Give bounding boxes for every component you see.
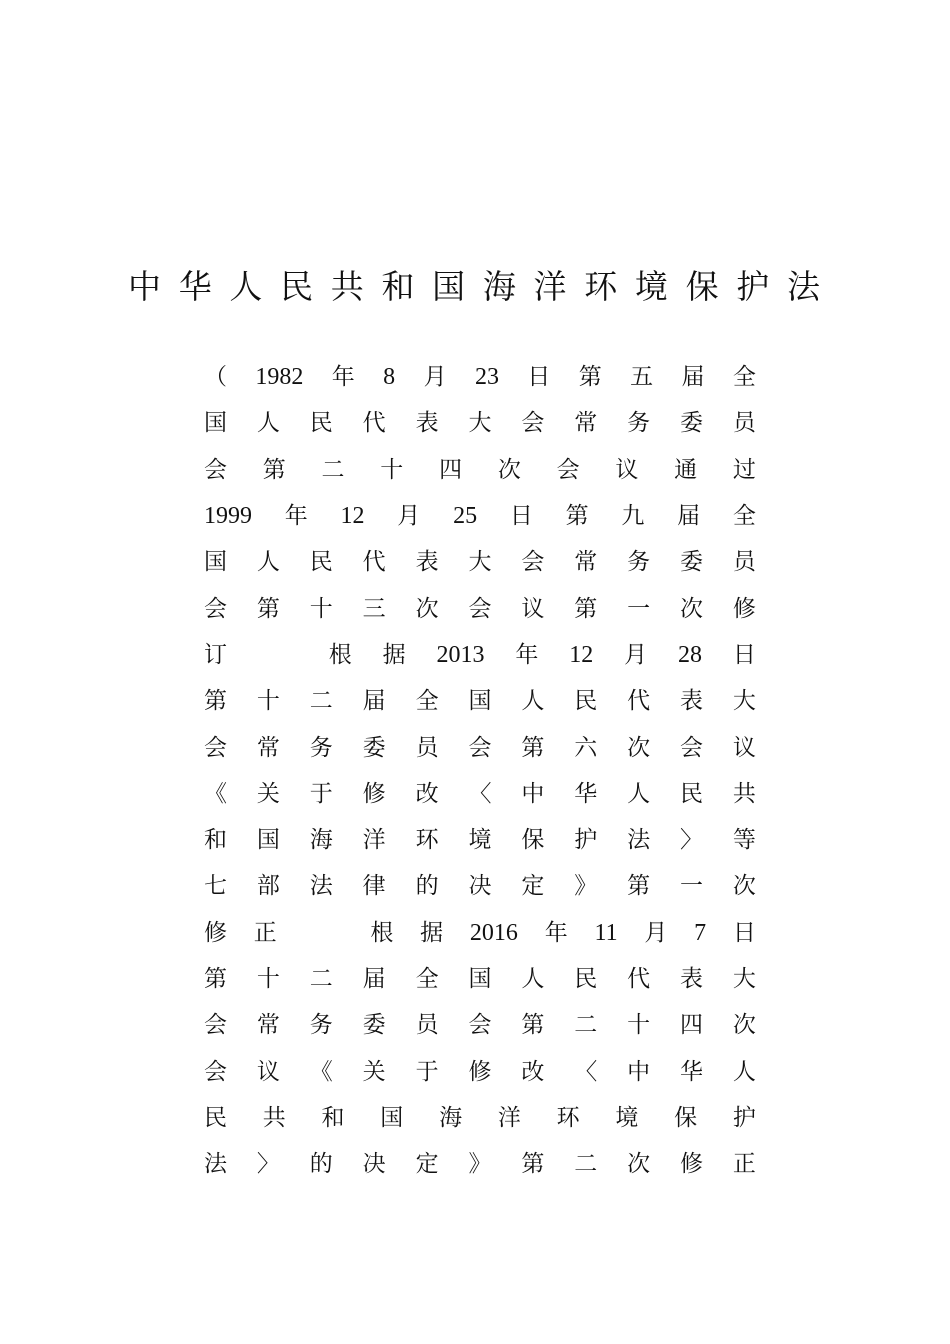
note-token: 委 — [362, 1012, 386, 1039]
note-token: 常 — [574, 410, 598, 437]
note-token: 正 — [253, 919, 277, 946]
note-token: 第 — [627, 873, 651, 900]
note-token: 23 — [474, 364, 499, 391]
note-token: 环 — [556, 1104, 580, 1131]
note-token: 据 — [420, 919, 444, 946]
note-token: 第 — [565, 503, 589, 530]
note-token: 日 — [509, 503, 533, 530]
note-token: 七 — [204, 873, 227, 900]
note-token: 会 — [468, 734, 492, 761]
note-token: 二 — [309, 688, 333, 715]
note-token: 大 — [468, 410, 492, 437]
note-token: 一 — [680, 873, 704, 900]
title-char: 洋 — [533, 267, 567, 306]
note-token: 常 — [256, 1012, 280, 1039]
note-token: 委 — [362, 734, 386, 761]
note-token: 》 — [574, 873, 598, 900]
note-token: 国 — [380, 1104, 404, 1131]
note-token: 全 — [732, 503, 756, 530]
note-token: 三 — [362, 595, 386, 622]
note-token: （ — [204, 364, 227, 391]
note-token: 2016 — [469, 919, 518, 946]
note-token: 第 — [521, 1012, 545, 1039]
note-token: 务 — [309, 734, 333, 761]
title-char: 护 — [736, 267, 770, 306]
note-token: 海 — [309, 827, 333, 854]
note-token: 大 — [732, 966, 756, 992]
title-char: 环 — [584, 267, 618, 306]
note-token: 六 — [574, 734, 598, 761]
note-token: 人 — [732, 1058, 756, 1085]
note-token: 代 — [362, 410, 386, 437]
note-line — [204, 1141, 756, 1187]
note-token: 第 — [521, 734, 545, 761]
note-token: 定 — [415, 1151, 439, 1178]
note-token: 员 — [415, 1012, 439, 1039]
note-token: 28 — [678, 641, 702, 668]
note-token: 第 — [204, 966, 227, 992]
title-char: 华 — [178, 267, 212, 306]
note-line — [204, 817, 756, 863]
note-token: 和 — [204, 827, 227, 854]
note-token: 会 — [204, 734, 227, 761]
note-token: 人 — [627, 780, 651, 807]
note-token: 员 — [732, 410, 756, 437]
note-token: 》 — [468, 1151, 492, 1178]
note-token: 第 — [204, 688, 227, 715]
note-token: 民 — [680, 780, 704, 807]
note-token: 人 — [256, 549, 280, 576]
note-token: 二 — [321, 456, 345, 483]
note-token: 第 — [262, 456, 286, 483]
note-line — [204, 771, 756, 817]
note-token: 会 — [521, 549, 545, 576]
note-token: 关 — [362, 1058, 386, 1085]
note-line — [204, 539, 756, 585]
note-token: 7 — [694, 919, 707, 946]
note-token: 修 — [732, 595, 756, 622]
note-token: 护 — [574, 827, 598, 854]
title-char: 人 — [229, 267, 263, 306]
note-token: 〉 — [256, 1151, 280, 1178]
note-token: 会 — [468, 595, 492, 622]
note-token: 十 — [256, 966, 280, 992]
note-token: 12 — [569, 641, 594, 668]
note-token: 务 — [627, 549, 651, 576]
note-token: 修 — [204, 919, 227, 946]
note-token: 洋 — [497, 1104, 521, 1131]
note-token: 大 — [468, 549, 492, 576]
note-token: 的 — [415, 873, 439, 900]
note-token: 月 — [644, 919, 668, 946]
note-token: 11 — [594, 919, 618, 946]
note-token: 中 — [521, 780, 545, 807]
note-token: 8 — [383, 364, 396, 391]
note-token: 国 — [204, 410, 227, 437]
note-token: 境 — [615, 1104, 639, 1131]
note-token: 日 — [732, 641, 756, 668]
note-token: 民 — [204, 1104, 227, 1131]
note-token: 届 — [677, 503, 701, 530]
note-token: 次 — [415, 595, 439, 622]
note-token: 环 — [415, 827, 439, 854]
note-token: 海 — [439, 1104, 463, 1131]
note-token: 十 — [256, 688, 280, 715]
note-token: 次 — [497, 456, 521, 483]
note-token: 代 — [362, 549, 386, 576]
note-token: 会 — [204, 456, 227, 483]
note-token: 月 — [397, 503, 421, 530]
note-token: 修 — [362, 780, 386, 807]
note-token: 共 — [732, 780, 756, 807]
note-token: 议 — [256, 1058, 280, 1085]
note-token: 会 — [468, 1012, 492, 1039]
note-token: 二 — [574, 1012, 598, 1039]
note-token: 二 — [574, 1151, 598, 1178]
note-token: 第 — [574, 595, 598, 622]
note-token: 委 — [680, 549, 704, 576]
note-token: 会 — [556, 456, 580, 483]
note-line — [204, 585, 756, 631]
note-token: 五 — [630, 364, 654, 391]
note-token: 订 — [204, 641, 227, 668]
note-token: 日 — [527, 364, 551, 391]
note-token: 议 — [521, 595, 545, 622]
note-token: 于 — [415, 1058, 439, 1085]
note-token: 保 — [674, 1104, 698, 1131]
note-token: 律 — [362, 873, 386, 900]
note-token: 根 — [328, 641, 352, 668]
note-line — [204, 678, 756, 724]
note-token: 1982 — [255, 364, 304, 391]
note-token: 月 — [624, 641, 648, 668]
note-token: 大 — [732, 688, 756, 715]
note-token: 月 — [423, 364, 447, 391]
note-token: 民 — [574, 966, 598, 992]
note-token: 民 — [574, 688, 598, 715]
note-token: 会 — [204, 1012, 227, 1039]
note-token: 会 — [680, 734, 704, 761]
note-token: 会 — [204, 1058, 227, 1085]
note-token: 国 — [468, 688, 492, 715]
note-line — [204, 724, 756, 770]
note-token: 次 — [732, 1012, 756, 1039]
note-token: 正 — [732, 1151, 756, 1178]
title-char: 共 — [330, 267, 364, 306]
note-token: 的 — [309, 1151, 333, 1178]
note-line — [204, 1095, 756, 1141]
note-token: 国 — [468, 966, 492, 992]
note-token: 表 — [415, 410, 439, 437]
note-token: 根 — [370, 919, 394, 946]
note-token: 12 — [340, 503, 365, 530]
note-token: 于 — [309, 780, 333, 807]
note-line — [204, 956, 756, 1002]
note-line — [204, 632, 756, 678]
note-token: 年 — [284, 503, 308, 530]
note-token: 代 — [627, 688, 651, 715]
note-token: 《 — [204, 780, 227, 807]
title-char: 国 — [432, 267, 466, 306]
note-token: 法 — [309, 873, 333, 900]
note-token: 四 — [680, 1012, 704, 1039]
note-token: 国 — [256, 827, 280, 854]
note-token: 会 — [204, 595, 227, 622]
note-token: 〈 — [574, 1058, 598, 1085]
note-token: 第 — [521, 1151, 545, 1178]
note-token: 第 — [578, 364, 602, 391]
note-token: 修 — [680, 1151, 704, 1178]
note-token: 全 — [732, 364, 756, 391]
note-token: 〉 — [680, 827, 704, 854]
title-char: 和 — [381, 267, 415, 306]
note-line — [204, 1048, 756, 1094]
note-token: 共 — [262, 1104, 286, 1131]
note-token: 次 — [732, 873, 756, 900]
title-char: 保 — [685, 267, 719, 306]
note-token: 人 — [521, 966, 545, 992]
note-token: 国 — [204, 549, 227, 576]
note-token: 关 — [256, 780, 280, 807]
note-token: 〈 — [468, 780, 492, 807]
note-token: 表 — [415, 549, 439, 576]
note-token: 议 — [615, 456, 639, 483]
note-token: 民 — [309, 549, 333, 576]
note-token: 人 — [521, 688, 545, 715]
note-token: 华 — [574, 780, 598, 807]
note-token: 改 — [415, 780, 439, 807]
note-token: 全 — [415, 966, 439, 992]
note-token: 务 — [309, 1012, 333, 1039]
note-token: 保 — [521, 827, 545, 854]
note-token: 部 — [256, 873, 280, 900]
note-token: 修 — [468, 1058, 492, 1085]
note-token: 改 — [521, 1058, 545, 1085]
note-token: 据 — [382, 641, 406, 668]
note-token: 年 — [515, 641, 539, 668]
note-token: 通 — [674, 456, 698, 483]
note-line — [204, 910, 756, 956]
note-token: 十 — [627, 1012, 651, 1039]
note-line — [204, 354, 756, 400]
note-token: 次 — [627, 1151, 651, 1178]
note-token: 华 — [680, 1058, 704, 1085]
note-token: 会 — [521, 410, 545, 437]
note-token: 等 — [732, 827, 756, 854]
note-token: 表 — [680, 966, 704, 992]
note-token: 委 — [680, 410, 704, 437]
note-token: 决 — [362, 1151, 386, 1178]
note-token: 二 — [309, 966, 333, 992]
note-token: 年 — [331, 364, 355, 391]
note-token: 一 — [627, 595, 651, 622]
note-token: 1999 — [204, 503, 252, 530]
note-token: 2013 — [436, 641, 485, 668]
note-token: 过 — [732, 456, 756, 483]
note-token: 次 — [627, 734, 651, 761]
title-char: 海 — [482, 267, 516, 306]
note-token: 法 — [627, 827, 651, 854]
note-token: 25 — [453, 503, 478, 530]
note-token: 护 — [732, 1104, 756, 1131]
note-token: 员 — [415, 734, 439, 761]
note-token: 九 — [621, 503, 645, 530]
note-line — [204, 863, 756, 909]
note-token: 全 — [415, 688, 439, 715]
enactment-note — [204, 354, 756, 1187]
note-token: 决 — [468, 873, 492, 900]
title-char: 民 — [280, 267, 314, 306]
note-token: 民 — [309, 410, 333, 437]
document-title — [128, 262, 820, 312]
note-token: 届 — [362, 688, 386, 715]
note-token: 届 — [362, 966, 386, 992]
note-token: 十 — [309, 595, 333, 622]
note-line — [204, 447, 756, 493]
note-token: 员 — [732, 549, 756, 576]
note-token: 法 — [204, 1151, 227, 1178]
note-token: 中 — [627, 1058, 651, 1085]
note-token: 《 — [309, 1058, 333, 1085]
note-token: 洋 — [362, 827, 386, 854]
title-char: 法 — [786, 267, 820, 306]
note-token: 日 — [732, 919, 756, 946]
note-token: 定 — [521, 873, 545, 900]
note-line — [204, 400, 756, 446]
note-line — [204, 1002, 756, 1048]
note-token: 常 — [574, 549, 598, 576]
title-char: 境 — [634, 267, 668, 306]
note-token: 次 — [680, 595, 704, 622]
note-token: 人 — [256, 410, 280, 437]
title-char: 中 — [128, 267, 161, 306]
note-token: 表 — [680, 688, 704, 715]
note-line — [204, 493, 756, 539]
note-token: 务 — [627, 410, 651, 437]
note-token: 十 — [380, 456, 404, 483]
note-token: 届 — [681, 364, 705, 391]
note-token: 境 — [468, 827, 492, 854]
note-token: 和 — [321, 1104, 345, 1131]
note-token: 常 — [256, 734, 280, 761]
note-token: 第 — [256, 595, 280, 622]
note-token: 四 — [439, 456, 463, 483]
note-token: 议 — [732, 734, 756, 761]
note-token: 年 — [544, 919, 568, 946]
note-token: 代 — [627, 966, 651, 992]
